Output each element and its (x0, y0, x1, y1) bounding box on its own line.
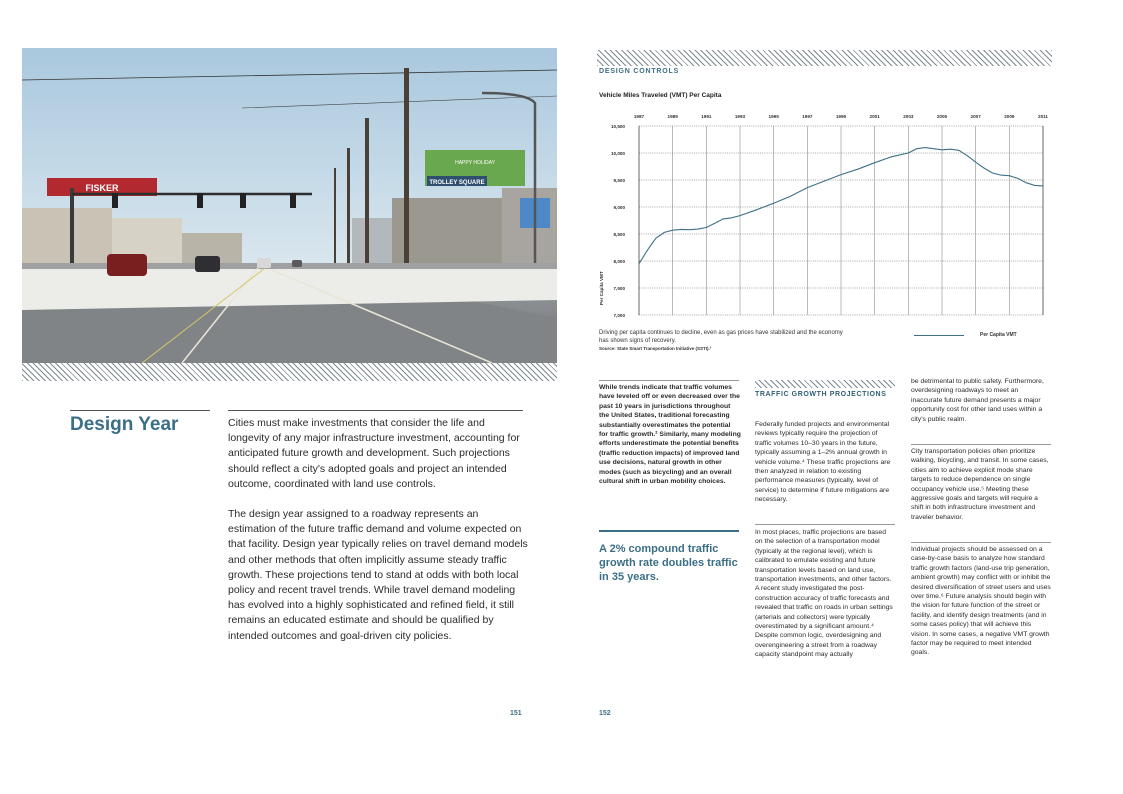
col1-rule (599, 380, 739, 381)
street-photo (22, 48, 557, 363)
col3-paragraph-3: Individual projects should be assessed on a case-by-case basis to analyze how standard traffic growth factors (land-use trip generation, ambient growth) may conflict with or inhibit the desired diversification of street users and uses over time.⁶ Future analysis should begin with the vision for future function of the street or facility, and identify design treatments (and in some cases policy) that will achieve this vision. In some cases, a negative VMT growth factor may be required to meet intended goals. (911, 546, 1051, 657)
page-title: Design Year (70, 414, 179, 435)
billboard-left-text: FISKER (85, 183, 119, 193)
x-tick-label: 2005 (936, 114, 948, 119)
x-tick-label: 2001 (869, 114, 880, 119)
vmt-chart (599, 108, 1054, 328)
col3-paragraph-2: City transportation policies often prioritize walking, bicycling, and transit. In some cases, cities aim to achieve explicit mode share targets to reduce dependence on single occupancy vehicle use.⁵ Meeting these aggressive goals and targets will require a shift in both infrastructure investment and traveler behavior. (911, 448, 1049, 521)
x-tick-label: 1999 (835, 114, 847, 119)
legend-swatch (914, 335, 964, 336)
title-rule (70, 410, 210, 411)
col2-rule (755, 524, 895, 525)
y-tick-label: 7,000 (613, 312, 625, 318)
section-label: DESIGN CONTROLS (599, 68, 680, 75)
x-tick-label: 1993 (734, 114, 746, 119)
col2-heading: TRAFFIC GROWTH PROJECTIONS (755, 391, 887, 398)
billboard-right-small-text: HAPPY HOLIDAY (455, 160, 495, 166)
chart-source: Source: State Smart Transportation Initiative (SSTI).³ (599, 346, 712, 351)
col2-hatch (755, 380, 895, 388)
x-tick-label: 2003 (903, 114, 914, 119)
x-tick-label: 1987 (633, 114, 645, 119)
y-tick-label: 7,500 (613, 285, 625, 291)
col1-intro: While trends indicate that traffic volumes have leveled off or even decreased over the past 10 years in jurisdictions throughout the United States, traditional forecasting substantially overestimates the potential for traffic growth.² Similarly, many modeling efforts underestimate the potential benefits (traffic reduction impacts) of improved land use decisions, natural growth in other modes (such as bicycling) and an overall cultural shift in urban mobility choices. (599, 384, 741, 486)
col2-paragraph-2: In most places, traffic projections are based on the selection of a transportation model (typically at the regional level), which is calibrated to emulate existing and future transportation levels based on land use, transportation investments, and other factors. A recent study investigated the post-construction accuracy of traffic forecasts and revealed that traffic on roads in urban settings (arterials and collectors) were typically overestimated by a significant amount.⁴ Despite common logic, overdesigning and overengineering a street from a roadway capacity standpoint may actually (755, 529, 893, 659)
col3-rule-2 (911, 542, 1051, 543)
pull-quote-rule (599, 530, 739, 532)
x-tick-label: 1991 (701, 114, 712, 119)
page-number-right: 152 (599, 710, 611, 717)
photo-hatch-band (22, 363, 557, 381)
x-tick-label: 1989 (667, 114, 678, 119)
page-number-left: 151 (510, 710, 522, 717)
y-tick-label: 8,500 (613, 231, 625, 237)
header-hatch-band (597, 50, 1052, 66)
col2-paragraph-1: Federally funded projects and environmental reviews typically require the projection of traffic volumes 10–30 years in the future, typically assuming a 1–2% annual growth in vehicle volume.⁴ These traffic projections are then analyzed in relation to existing performance measures (typically, level of service) to determine if future mitigations are necessary. (755, 421, 891, 504)
col3-rule-1 (911, 444, 1051, 445)
x-tick-label: 1995 (768, 114, 779, 119)
y-tick-label: 8,000 (613, 258, 625, 264)
x-tick-label: 2009 (1004, 114, 1015, 119)
y-tick-label: 10,000 (610, 150, 625, 156)
y-tick-label: 9,000 (613, 204, 625, 210)
paragraph-2: The design year assigned to a roadway represents an estimation of the future traffic demand and volume expected on that facility. Design year typically relies on travel demand models and other methods that often implicitly assume steady traffic growth. These projections tend to stand at odds with both local policy and recent travel trends. While travel demand modeling has evolved into a highly sophisticated and refined field, it still remains an educated estimate and should be qualified by intended outcomes and goal-driven city policies. (228, 508, 528, 642)
red-car (107, 254, 147, 276)
x-tick-label: 1997 (802, 114, 813, 119)
body-rule (228, 410, 523, 411)
paragraph-1: Cities must make investments that consider the life and longevity of any major infrastructure investment, accounting for anticipated future growth and development. Such projections should reflect a city's adopted goals and project an intended outcome, coordinated with land use controls. (228, 417, 520, 490)
chart-caption: Driving per capita continues to decline, even as gas prices have stabilized and the economy has shown signs of recovery. (599, 330, 843, 344)
pull-quote: A 2% compound traffic growth rate doubles traffic in 35 years. (599, 543, 738, 583)
billboard-right-text: TROLLEY SQUARE (429, 180, 485, 186)
y-axis-label: Per Capita VMT (599, 271, 604, 305)
chart-title: Vehicle Miles Traveled (VMT) Per Capita (599, 92, 722, 99)
y-tick-label: 10,500 (610, 123, 625, 129)
col3-paragraph-1: be detrimental to public safety. Furthermore, overdesigning roadways to meet an inaccurate future demand presents a major opportunity cost for other land uses within a city's public realm. (911, 378, 1044, 423)
x-tick-label: 2011 (1038, 114, 1048, 119)
y-tick-label: 9,500 (613, 177, 625, 183)
legend-label: Per Capita VMT (980, 332, 1017, 338)
x-tick-label: 2007 (970, 114, 981, 119)
